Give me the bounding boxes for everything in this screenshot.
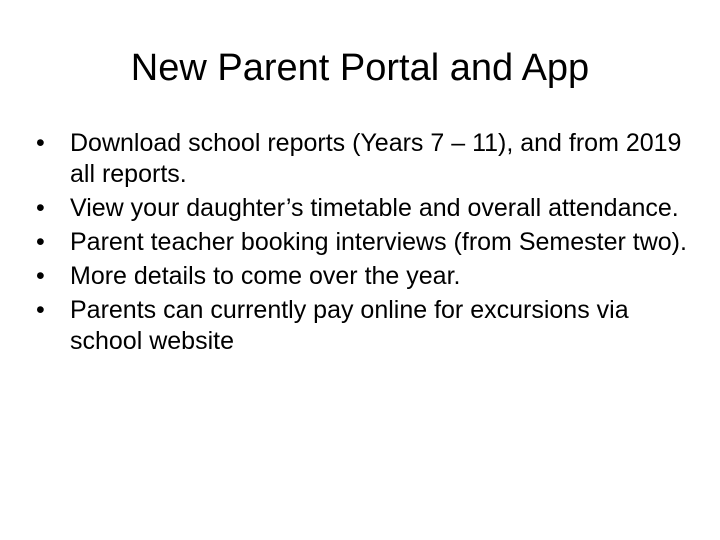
bullet-icon: • <box>36 129 45 157</box>
bullet-text: Parents can currently pay online for excursions via school website <box>70 296 629 355</box>
bullet-icon: • <box>36 228 45 256</box>
bullet-text: View your daughter’s timetable and overall attendance. <box>70 194 679 222</box>
bullet-text: Parent teacher booking interviews (from Semester two). <box>70 228 687 256</box>
bullet-item-download-reports <box>36 128 696 190</box>
bullet-icon: • <box>36 296 45 324</box>
bullet-item-timetable <box>36 193 696 224</box>
bullet-list <box>36 128 696 360</box>
bullet-text: More details to come over the year. <box>70 262 461 290</box>
bullet-icon: • <box>36 262 45 290</box>
bullet-item-more-details <box>36 261 696 292</box>
bullet-item-online-payment <box>36 295 696 357</box>
bullet-item-interviews <box>36 227 696 258</box>
bullet-icon: • <box>36 194 45 222</box>
slide-title: New Parent Portal and App <box>130 47 590 89</box>
bullet-text: Download school reports (Years 7 – 11), and from 2019 all reports. <box>70 129 682 188</box>
